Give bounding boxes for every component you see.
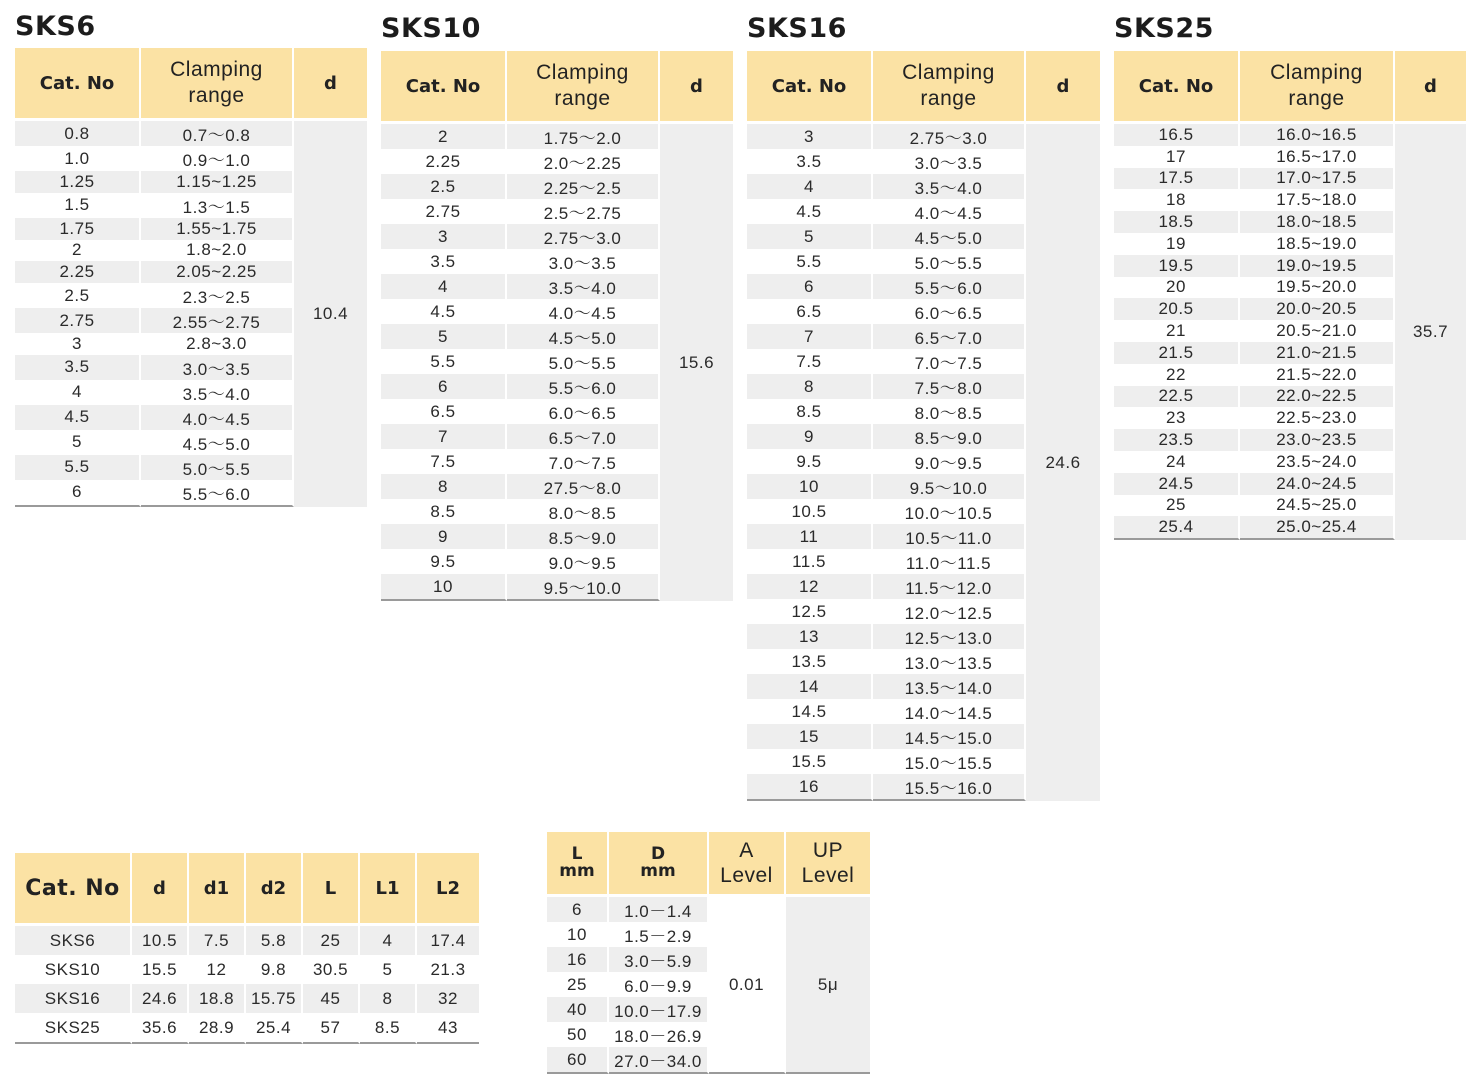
- clamping-range-cell: 3.0～3.5: [141, 355, 294, 380]
- cat-no-cell: 7: [381, 424, 507, 449]
- sks-cell: 35.6: [132, 1013, 189, 1044]
- d-value-cell: 10.4: [294, 121, 367, 507]
- clamping-range-cell: 3.0～3.5: [507, 249, 660, 274]
- range-header-cat: Cat. No: [747, 51, 873, 124]
- cat-no-cell: 10: [381, 574, 507, 601]
- cat-no-cell: 9: [381, 524, 507, 549]
- range-header-clamping-line1: Clamping: [536, 61, 629, 84]
- clamping-range-cell: 4.0～4.5: [141, 405, 294, 430]
- clamping-range-cell: 2.0～2.25: [507, 149, 660, 174]
- cat-no-cell: 3.5: [381, 249, 507, 274]
- level-l-cell: 6: [547, 897, 609, 922]
- clamping-range-cell: 9.5～10.0: [507, 574, 660, 601]
- sks-header-d1: d1: [189, 853, 246, 926]
- cat-no-cell: 4: [381, 274, 507, 299]
- range-header-row: [15, 48, 367, 121]
- cat-no-cell: 17.5: [1114, 168, 1240, 190]
- cat-no-cell: 11: [747, 524, 873, 549]
- clamping-range-cell: 14.0～14.5: [873, 699, 1026, 724]
- cat-no-cell: 9.5: [381, 549, 507, 574]
- clamping-range-cell: 20.5~21.0: [1240, 320, 1395, 342]
- level-header-a-line2: Level: [720, 864, 773, 887]
- cat-no-cell: 19: [1114, 233, 1240, 255]
- sks-cell: SKS16: [15, 984, 132, 1013]
- cat-no-cell: 2: [15, 240, 141, 262]
- sks-cell: 25: [303, 926, 360, 955]
- sks-cell: 9.8: [246, 955, 303, 984]
- sks-cell: 57: [303, 1013, 360, 1044]
- clamping-range-cell: 2.8~3.0: [141, 333, 294, 355]
- sks-cell: 8.5: [360, 1013, 417, 1044]
- sks-header-d2: d2: [246, 853, 303, 926]
- sks-header-cat: Cat. No: [15, 853, 132, 926]
- range-header-clamping-line2: range: [554, 87, 611, 110]
- cat-no-cell: 17: [1114, 146, 1240, 168]
- table-row: [15, 984, 479, 1013]
- clamping-range-cell: 11.0～11.5: [873, 549, 1026, 574]
- cat-no-cell: 7: [747, 324, 873, 349]
- cat-no-cell: 6.5: [381, 399, 507, 424]
- clamping-range-cell: 20.0~20.5: [1240, 298, 1395, 320]
- clamping-range-cell: 15.5～16.0: [873, 774, 1026, 801]
- range-header-clamping-line1: Clamping: [1270, 61, 1363, 84]
- cat-no-cell: 1.5: [15, 193, 141, 218]
- clamping-range-cell: 5.0～5.5: [873, 249, 1026, 274]
- cat-no-cell: 18: [1114, 189, 1240, 211]
- cat-no-cell: 21: [1114, 320, 1240, 342]
- level-l-cell: 16: [547, 947, 609, 972]
- cat-no-cell: 14.5: [747, 699, 873, 724]
- cat-no-cell: 10.5: [747, 499, 873, 524]
- clamping-range-cell: 2.75～3.0: [873, 124, 1026, 149]
- range-header-clamping-line2: range: [1288, 87, 1345, 110]
- clamping-range-cell: 6.5～7.0: [873, 324, 1026, 349]
- level-header-up: [786, 832, 870, 897]
- sks-cell: 12: [189, 955, 246, 984]
- cat-no-cell: 4.5: [15, 405, 141, 430]
- sks-cell: 5.8: [246, 926, 303, 955]
- range-grid-sks6: [15, 48, 367, 507]
- range-header-cat: Cat. No: [1114, 51, 1240, 124]
- range-grid-sks25: [1114, 51, 1466, 540]
- sks-cell: 28.9: [189, 1013, 246, 1044]
- sks-cell: 5: [360, 955, 417, 984]
- a-level-value: 0.01: [709, 897, 786, 1074]
- clamping-range-cell: 5.0～5.5: [507, 349, 660, 374]
- sks-header-l: L: [303, 853, 360, 926]
- cat-no-cell: 5.5: [381, 349, 507, 374]
- level-d-cell: 1.5－2.9: [609, 922, 709, 947]
- sks-cell: 32: [417, 984, 479, 1013]
- clamping-range-cell: 4.5～5.0: [507, 324, 660, 349]
- cat-no-cell: 18.5: [1114, 211, 1240, 233]
- cat-no-cell: 6: [747, 274, 873, 299]
- level-header-d: [609, 832, 709, 897]
- clamping-range-cell: 7.5～8.0: [873, 374, 1026, 399]
- range-table-sks25: [1114, 12, 1466, 540]
- range-header-cat: Cat. No: [15, 48, 141, 121]
- table-row: [15, 1013, 479, 1044]
- sks-header-l2: L2: [417, 853, 479, 926]
- cat-no-cell: 16.5: [1114, 124, 1240, 146]
- clamping-range-cell: 3.5～4.0: [507, 274, 660, 299]
- sks-cell: 21.3: [430, 959, 466, 979]
- clamping-range-cell: 9.0～9.5: [873, 449, 1026, 474]
- clamping-range-cell: 4.0～4.5: [507, 299, 660, 324]
- level-header-l-line2: mm: [559, 861, 595, 881]
- level-header-d-line2: mm: [640, 861, 676, 881]
- clamping-range-cell: 0.7～0.8: [141, 121, 294, 146]
- level-d-cell: 18.0－26.9: [609, 1022, 709, 1047]
- clamping-range-cell: 5.5～6.0: [507, 374, 660, 399]
- range-header-clamping-line2: range: [920, 87, 977, 110]
- level-d-cell: 6.0－9.9: [609, 972, 709, 997]
- level-l-cell: 50: [547, 1022, 609, 1047]
- clamping-range-cell: 1.75～2.0: [507, 124, 660, 149]
- cat-no-cell: 7.5: [381, 449, 507, 474]
- clamping-range-cell: 5.0～5.5: [141, 455, 294, 480]
- cat-no-cell: 2.75: [15, 308, 141, 333]
- clamping-range-cell: 5.5～6.0: [873, 274, 1026, 299]
- clamping-range-cell: 13.5～14.0: [873, 674, 1026, 699]
- cat-no-cell: 0.8: [15, 121, 141, 146]
- cat-no-cell: 8.5: [381, 499, 507, 524]
- clamping-range-cell: 19.0~19.5: [1240, 255, 1395, 277]
- sks-cell: SKS25: [15, 1013, 132, 1044]
- clamping-range-cell: 4.5～5.0: [873, 224, 1026, 249]
- cat-no-cell: 20.5: [1114, 298, 1240, 320]
- cat-no-cell: 12.5: [747, 599, 873, 624]
- sks-header-d: d: [132, 853, 189, 926]
- level-header-up-line1: UP: [812, 839, 844, 862]
- clamping-range-cell: 16.0~16.5: [1240, 124, 1395, 146]
- clamping-range-cell: 25.0~25.4: [1240, 516, 1395, 540]
- clamping-range-cell: 17.5~18.0: [1240, 189, 1395, 211]
- cat-no-cell: 7.5: [747, 349, 873, 374]
- cat-no-cell: 20: [1114, 277, 1240, 299]
- cat-no-cell: 1.0: [15, 146, 141, 171]
- cat-no-cell: 6: [381, 374, 507, 399]
- cat-no-cell: 9.5: [747, 449, 873, 474]
- sks-cell: 15.5: [132, 955, 189, 984]
- table-row: [381, 124, 733, 149]
- clamping-range-cell: 3.5～4.0: [873, 174, 1026, 199]
- cat-no-cell: 3.5: [747, 149, 873, 174]
- clamping-range-cell: 6.5～7.0: [507, 424, 660, 449]
- cat-no-cell: 4: [747, 174, 873, 199]
- cat-no-cell: 1.25: [15, 171, 141, 193]
- clamping-range-cell: 9.5～10.0: [873, 474, 1026, 499]
- clamping-range-cell: 2.3～2.5: [141, 283, 294, 308]
- range-header-clamping: [141, 48, 294, 121]
- cat-no-cell: 2: [381, 124, 507, 149]
- sks-header-row: [15, 853, 479, 926]
- sks-cell: 4: [360, 926, 417, 955]
- clamping-range-cell: 16.5~17.0: [1240, 146, 1395, 168]
- up-level-value: 5μ: [786, 897, 870, 1074]
- clamping-range-cell: 19.5~20.0: [1240, 277, 1395, 299]
- cat-no-cell: 8: [381, 474, 507, 499]
- range-header-d: d: [660, 51, 733, 124]
- level-l-cell: 60: [547, 1047, 609, 1074]
- cat-no-cell: 6.5: [747, 299, 873, 324]
- level-header-a-line1: A: [739, 839, 754, 862]
- level-header-l-line1: L: [571, 844, 583, 864]
- cat-no-cell: 25: [1114, 495, 1240, 517]
- clamping-range-cell: 4.5～5.0: [141, 430, 294, 455]
- cat-no-cell: 3: [381, 224, 507, 249]
- sks-cell: 43: [417, 1013, 479, 1044]
- level-d-cell: 3.0－5.9: [609, 947, 709, 972]
- cat-no-cell: 25.4: [1114, 516, 1240, 540]
- range-header-d: d: [1026, 51, 1100, 124]
- clamping-range-cell: 8.5～9.0: [507, 524, 660, 549]
- clamping-range-cell: 8.0～8.5: [873, 399, 1026, 424]
- cat-no-cell: 5.5: [747, 249, 873, 274]
- clamping-range-cell: 3.0～3.5: [873, 149, 1026, 174]
- cat-no-cell: 5: [747, 224, 873, 249]
- cat-no-cell: 13: [747, 624, 873, 649]
- sks-cell: 45: [303, 984, 360, 1013]
- range-table-sks16: [747, 12, 1100, 801]
- clamping-range-cell: 21.0~21.5: [1240, 342, 1395, 364]
- clamping-range-cell: 4.0～4.5: [873, 199, 1026, 224]
- cat-no-cell: 22.5: [1114, 386, 1240, 408]
- level-l-cell: 40: [547, 997, 609, 1022]
- sks-cell: SKS6: [15, 926, 132, 955]
- cat-no-cell: 2.25: [15, 261, 141, 283]
- sks-cell: 17.4: [417, 926, 479, 955]
- cat-no-cell: 12: [747, 574, 873, 599]
- sks-cell: SKS10: [15, 955, 132, 984]
- clamping-range-cell: 7.0～7.5: [873, 349, 1026, 374]
- clamping-range-cell: 6.0～6.5: [507, 399, 660, 424]
- sks-cell: 18.8: [189, 984, 246, 1013]
- range-header-clamping-line1: Clamping: [902, 61, 995, 84]
- cat-no-cell: 4.5: [747, 199, 873, 224]
- clamping-range-cell: 23.0~23.5: [1240, 429, 1395, 451]
- cat-no-cell: 15.5: [747, 749, 873, 774]
- clamping-range-cell: 2.55～2.75: [141, 308, 294, 333]
- cat-no-cell: 8: [747, 374, 873, 399]
- cat-no-cell: 13.5: [747, 649, 873, 674]
- range-header-clamping-line1: Clamping: [170, 58, 263, 81]
- clamping-range-cell: 5.5～6.0: [141, 480, 294, 507]
- cat-no-cell: 4: [15, 380, 141, 405]
- level-header-row: [547, 832, 870, 897]
- clamping-range-cell: 14.5～15.0: [873, 724, 1026, 749]
- level-d-cell: 27.0－34.0: [609, 1047, 709, 1074]
- clamping-range-cell: 6.0～6.5: [873, 299, 1026, 324]
- clamping-range-cell: 1.15~1.25: [141, 171, 294, 193]
- cat-no-cell: 10: [747, 474, 873, 499]
- sks-dimension-table: [15, 853, 479, 1044]
- cat-no-cell: 1.75: [15, 218, 141, 240]
- clamping-range-cell: 15.0～15.5: [873, 749, 1026, 774]
- clamping-range-cell: 12.0～12.5: [873, 599, 1026, 624]
- cat-no-cell: 2.75: [381, 199, 507, 224]
- clamping-range-cell: 27.5～8.0: [507, 474, 660, 499]
- level-d-cell: 10.0－17.9: [609, 997, 709, 1022]
- table-row: [15, 955, 479, 984]
- sks-header-l1: L1: [360, 853, 417, 926]
- clamping-range-cell: 24.5~25.0: [1240, 495, 1395, 517]
- clamping-range-cell: 0.9～1.0: [141, 146, 294, 171]
- cat-no-cell: 2.5: [15, 283, 141, 308]
- cat-no-cell: 5: [381, 324, 507, 349]
- range-title-sks25: SKS25: [1114, 13, 1214, 44]
- level-header-d-line1: D: [650, 844, 666, 864]
- cat-no-cell: 2.5: [381, 174, 507, 199]
- range-header-clamping: [1240, 51, 1395, 124]
- clamping-range-cell: 1.8~2.0: [141, 240, 294, 262]
- table-row: [15, 926, 479, 955]
- sks-cell: 25.4: [246, 1013, 303, 1044]
- range-header-row: [747, 51, 1100, 124]
- cat-no-cell: 8.5: [747, 399, 873, 424]
- clamping-range-cell: 12.5～13.0: [873, 624, 1026, 649]
- clamping-range-cell: 2.05~2.25: [141, 261, 294, 283]
- sks-cell: 24.6: [132, 984, 189, 1013]
- cat-no-cell: 24.5: [1114, 473, 1240, 495]
- clamping-range-cell: 1.55~1.75: [141, 218, 294, 240]
- table-row: [547, 897, 870, 922]
- range-title-sks6: SKS6: [15, 11, 96, 42]
- level-l-cell: 25: [547, 972, 609, 997]
- clamping-range-cell: 22.0~22.5: [1240, 386, 1395, 408]
- level-d-cell: 1.0－1.4: [609, 897, 709, 922]
- cat-no-cell: 6: [15, 480, 141, 507]
- level-header-l: [547, 832, 609, 897]
- range-table-sks10: [381, 12, 733, 601]
- clamping-range-cell: 23.5~24.0: [1240, 451, 1395, 473]
- clamping-range-cell: 22.5~23.0: [1240, 407, 1395, 429]
- range-header-clamping-line2: range: [188, 84, 245, 107]
- clamping-range-cell: 13.0～13.5: [873, 649, 1026, 674]
- level-table: [547, 832, 870, 1074]
- clamping-range-cell: 10.0～10.5: [873, 499, 1026, 524]
- sks-cell: 30.5: [303, 955, 360, 984]
- clamping-range-cell: 2.25～2.5: [507, 174, 660, 199]
- range-grid-sks16: [747, 51, 1100, 801]
- cat-no-cell: 11.5: [747, 549, 873, 574]
- range-header-clamping: [507, 51, 660, 124]
- clamping-range-cell: 3.5～4.0: [141, 380, 294, 405]
- clamping-range-cell: 11.5～12.0: [873, 574, 1026, 599]
- sks-cell: 7.5: [189, 926, 246, 955]
- range-title-sks10: SKS10: [381, 13, 481, 44]
- table-row: [15, 121, 367, 146]
- range-header-d: d: [1395, 51, 1466, 124]
- clamping-range-cell: 18.5~19.0: [1240, 233, 1395, 255]
- clamping-range-cell: 18.0~18.5: [1240, 211, 1395, 233]
- range-table-sks6: [15, 10, 367, 507]
- range-header-row: [1114, 51, 1466, 124]
- clamping-range-cell: 8.5～9.0: [873, 424, 1026, 449]
- range-header-cat: Cat. No: [381, 51, 507, 124]
- cat-no-cell: 4.5: [381, 299, 507, 324]
- range-header-clamping: [873, 51, 1026, 124]
- cat-no-cell: 16: [747, 774, 873, 801]
- clamping-range-cell: 8.0～8.5: [507, 499, 660, 524]
- cat-no-cell: 3.5: [15, 355, 141, 380]
- range-grid-sks10: [381, 51, 733, 601]
- clamping-range-cell: 2.75～3.0: [507, 224, 660, 249]
- range-header-row: [381, 51, 733, 124]
- cat-no-cell: 23.5: [1114, 429, 1240, 451]
- clamping-range-cell: 21.5~22.0: [1240, 364, 1395, 386]
- d-value-cell: 24.6: [1026, 124, 1100, 801]
- sks-cell: 15.75: [246, 984, 303, 1013]
- cat-no-cell: 5.5: [15, 455, 141, 480]
- clamping-range-cell: 24.0~24.5: [1240, 473, 1395, 495]
- clamping-range-cell: 17.0~17.5: [1240, 168, 1395, 190]
- cat-no-cell: 3: [15, 333, 141, 355]
- level-header-up-line2: Level: [801, 864, 855, 887]
- clamping-range-cell: 1.3～1.5: [141, 193, 294, 218]
- sks-cell: 8: [360, 984, 417, 1013]
- cat-no-cell: 22: [1114, 364, 1240, 386]
- d-value-cell: 35.7: [1395, 124, 1466, 540]
- cat-no-cell: 5: [15, 430, 141, 455]
- table-row: [1114, 124, 1466, 146]
- d-value-cell: 15.6: [660, 124, 733, 601]
- cat-no-cell: 19.5: [1114, 255, 1240, 277]
- table-row: [747, 124, 1100, 149]
- range-header-d: d: [294, 48, 367, 121]
- cat-no-cell: 3: [747, 124, 873, 149]
- cat-no-cell: 2.25: [381, 149, 507, 174]
- clamping-range-cell: 10.5～11.0: [873, 524, 1026, 549]
- cat-no-cell: 14: [747, 674, 873, 699]
- sks-cell: 10.5: [132, 926, 189, 955]
- cat-no-cell: 15: [747, 724, 873, 749]
- cat-no-cell: 24: [1114, 451, 1240, 473]
- clamping-range-cell: 2.5～2.75: [507, 199, 660, 224]
- cat-no-cell: 9: [747, 424, 873, 449]
- clamping-range-cell: 7.0～7.5: [507, 449, 660, 474]
- level-header-a: [709, 832, 786, 897]
- clamping-range-cell: 9.0～9.5: [507, 549, 660, 574]
- level-l-cell: 10: [547, 922, 609, 947]
- range-title-sks16: SKS16: [747, 13, 847, 44]
- cat-no-cell: 21.5: [1114, 342, 1240, 364]
- cat-no-cell: 23: [1114, 407, 1240, 429]
